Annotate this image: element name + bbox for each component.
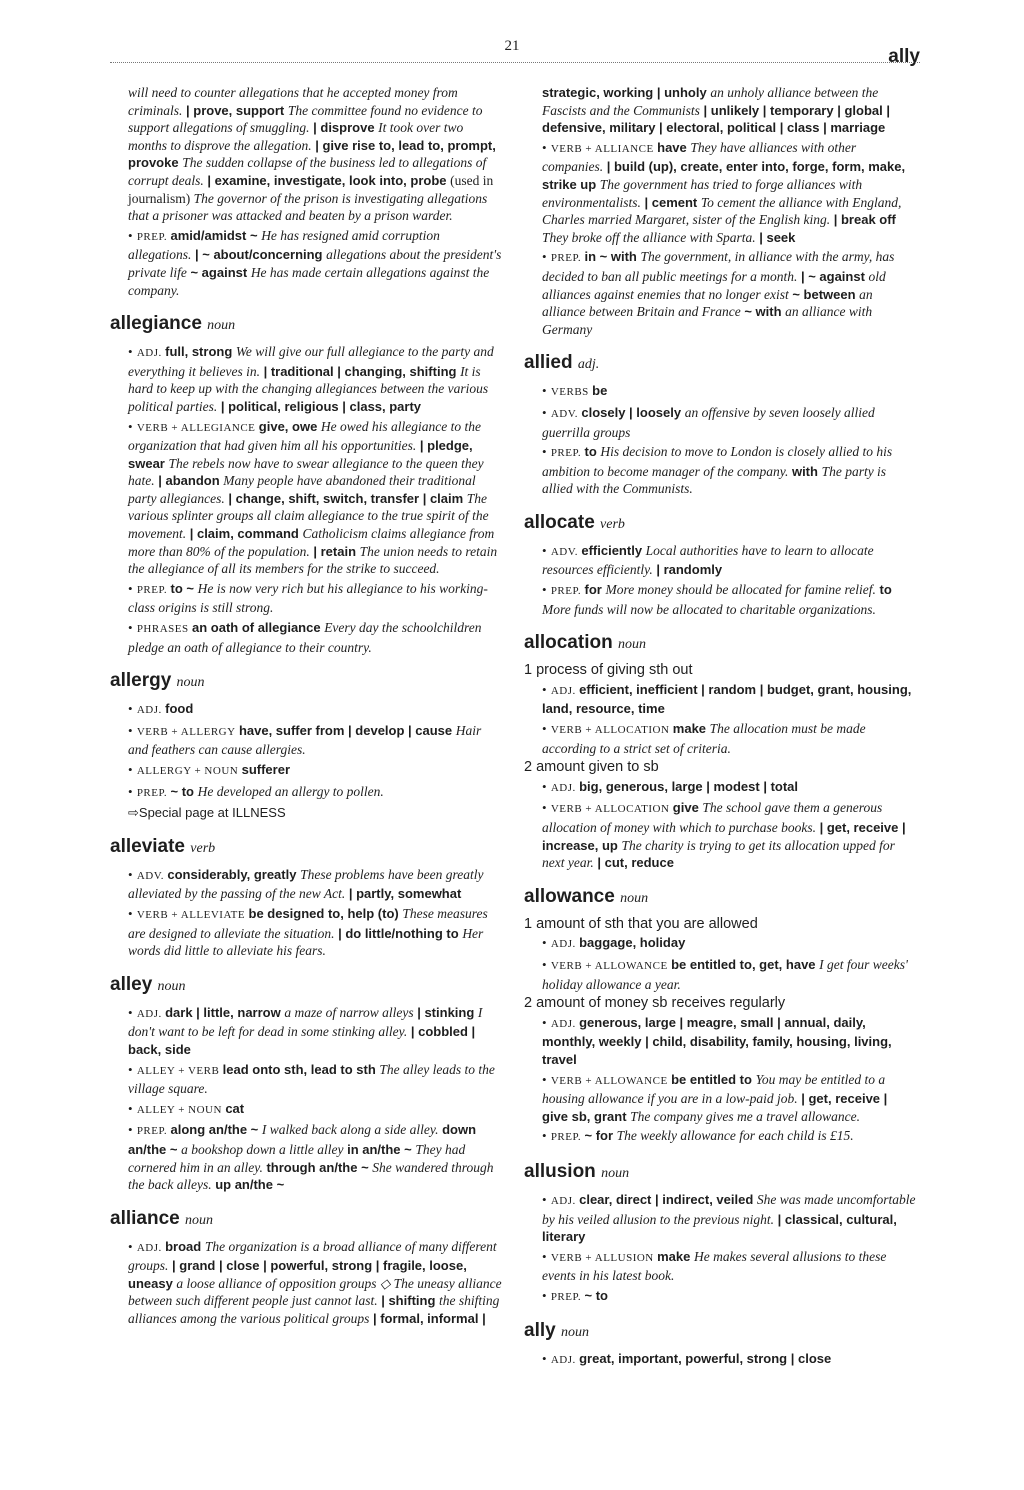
collocation-section	[542, 139, 916, 247]
example-sentence: Her words did little to alleviate his fears.	[128, 925, 484, 959]
headword-text: alliance	[110, 1207, 180, 1229]
example-sentence: The charity is trying to get its allocation upped for next year.	[542, 837, 895, 871]
entry-ally	[524, 1320, 916, 1370]
collocate: big, generous, large | modest | total	[579, 778, 799, 794]
collocation-section	[128, 761, 502, 781]
collocate: sufferer	[241, 762, 291, 777]
example-sentence: His decision to move to London is closely allied to his ambition to become manager of the company.	[542, 444, 893, 479]
collocation-section	[542, 934, 916, 954]
headword-text: allocation	[524, 632, 613, 654]
collocate: | change, shift, switch, transfer | claim	[224, 490, 467, 506]
part-of-speech: adj.	[577, 357, 600, 373]
entry-allowance	[524, 886, 916, 1147]
example-sentence: It took over two months to disprove the allegation.	[128, 120, 464, 153]
grammar-label: • VERB + ALLERGY	[128, 726, 236, 738]
collocation-section	[128, 1061, 502, 1098]
collocate: | give rise to, lead to, prompt, provoke	[128, 137, 496, 171]
collocate: lead onto sth, lead to sth	[222, 1061, 380, 1077]
example-sentence: The allocation must be made according to a strict set of criteria.	[542, 721, 866, 756]
grammar-label: • PREP.	[128, 787, 167, 799]
collocate: ~ to	[584, 1287, 608, 1303]
collocate: strategic, working | unholy	[542, 85, 711, 100]
example-sentence: The committee found no evidence to support allegations of smuggling.	[128, 102, 483, 136]
sense-number: 2	[524, 995, 533, 1012]
collocation-section	[128, 84, 502, 225]
collocation-section	[128, 619, 502, 656]
collocate: make	[672, 721, 710, 737]
collocate: to	[584, 444, 601, 460]
collocate: | get, receive | give sb, grant	[542, 1091, 888, 1124]
collocate: | partly, somewhat	[345, 886, 462, 902]
cross-reference	[128, 804, 502, 822]
example-sentence: She was made uncomfortable by his veiled allusion to the previous night.	[542, 1191, 916, 1227]
part-of-speech: noun	[157, 978, 186, 994]
grammar-label: • VERB + ALLOWANCE	[542, 1075, 668, 1087]
collocate: an oath of allegiance	[191, 620, 325, 636]
page-number: 21	[504, 38, 520, 54]
collocate: | disprove	[309, 120, 379, 136]
collocate: to	[875, 582, 892, 598]
collocate: | break off	[830, 212, 896, 228]
example-sentence: The government has tried to forge alliances with environmentalists.	[542, 176, 863, 210]
guide-word: ally	[888, 46, 920, 67]
example-sentence: The union needs to retain the allegiance of all its members for the strike to succeed.	[128, 543, 498, 577]
collocate: in ~ with	[584, 249, 641, 265]
grammar-label: • VERB + ALLOWANCE	[542, 960, 668, 972]
example-sentence: old alliances against enemies that no longer exist	[542, 268, 886, 302]
example-sentence: The alley leads to the village square.	[128, 1061, 495, 1097]
cross-reference-text: ⇨ Special page at ILLNESS	[128, 805, 286, 820]
headword	[110, 670, 502, 694]
collocate: for	[584, 582, 606, 598]
collocate: up an/the ~	[211, 1177, 285, 1193]
grammar-label: • ADJ.	[128, 347, 162, 359]
collocation-section	[542, 720, 916, 757]
example-sentence: It is hard to keep up with the changing allegiances between the various political parties.	[128, 363, 489, 414]
grammar-label: • ADJ.	[542, 1354, 576, 1366]
collocate: have, suffer from | develop | cause	[238, 722, 456, 738]
collocation-section	[542, 1014, 916, 1069]
collocate: down an/the ~	[128, 1122, 477, 1157]
grammar-label: • PREP.	[128, 584, 167, 596]
usage-note: (used in journalism)	[128, 172, 494, 206]
collocate: food	[165, 701, 194, 717]
example-sentence: The company gives me a travel allowance.	[630, 1108, 860, 1124]
collocate: | get, receive | increase, up	[542, 820, 906, 853]
grammar-label: • ALLEY + NOUN	[128, 1104, 222, 1116]
example-sentence: an alliance with Germany	[542, 304, 873, 337]
headword-text: allergy	[110, 670, 172, 692]
collocation-section	[542, 382, 916, 402]
grammar-label: • ADJ.	[542, 1195, 576, 1207]
grammar-label: • PREP.	[128, 1125, 167, 1137]
entry-alliance	[110, 1208, 502, 1328]
grammar-label: • VERBS	[542, 386, 589, 398]
collocation-section	[128, 1004, 502, 1059]
collocation-section	[542, 1127, 916, 1147]
collocate: | abandon	[154, 473, 224, 489]
grammar-label: • PREP.	[542, 1131, 581, 1143]
headword	[524, 1161, 916, 1185]
grammar-label: • ADJ.	[128, 704, 162, 716]
collocate: ~ with	[740, 304, 786, 320]
entry-alley	[110, 974, 502, 1194]
headword-text: alleviate	[110, 835, 185, 857]
collocate: to ~	[170, 580, 198, 596]
collocation-section	[128, 722, 502, 759]
example-sentence: More funds will now be allocated to charitable organizations.	[542, 601, 876, 617]
collocation-section	[542, 404, 916, 441]
entry-continuation	[524, 84, 916, 338]
entry-allergy	[110, 670, 502, 822]
grammar-label: • VERB + ALLEGIANCE	[128, 422, 255, 434]
part-of-speech: noun	[185, 1212, 213, 1228]
example-sentence: They have alliances with other companies.	[542, 139, 857, 175]
collocate: | retain	[309, 543, 360, 559]
headword	[110, 836, 502, 860]
headword	[110, 313, 502, 337]
example-sentence: a loose alliance of opposition groups ◇ The uneasy alliance between such different people just cannot last.	[128, 1275, 502, 1309]
grammar-label: • PREP.	[128, 231, 167, 243]
example-sentence: a maze of narrow alleys	[284, 1004, 414, 1020]
sense-definition: process of giving sth out	[536, 662, 693, 679]
example-sentence: Local authorities have to learn to allocate resources efficiently.	[542, 542, 874, 578]
collocate: in an/the ~	[343, 1141, 416, 1157]
part-of-speech: noun	[176, 675, 205, 691]
headword	[524, 1320, 916, 1344]
right-column	[524, 84, 916, 1372]
collocate: | grand | close | powerful, strong | fragile, loose, uneasy	[128, 1258, 467, 1291]
entry-continuation	[110, 84, 502, 299]
grammar-label: • ADJ.	[542, 1018, 576, 1030]
sense-heading	[524, 916, 916, 934]
headword-text: allocate	[524, 511, 595, 533]
collocation-section	[542, 799, 916, 871]
example-sentence: Many people have abandoned their traditional party allegiances.	[128, 473, 476, 506]
collocate: | formal, informal |	[369, 1311, 486, 1327]
sense-number: 1	[524, 915, 533, 932]
example-sentence: They broke off the alliance with Sparta.	[542, 229, 756, 245]
part-of-speech: noun	[620, 890, 649, 906]
example-sentence: The school gave them a generous allocation of money with which to purchase books.	[542, 800, 883, 835]
collocation-section	[542, 681, 916, 718]
grammar-label: • ADJ.	[542, 938, 576, 950]
example-sentence: He has made certain allegations against the company.	[128, 264, 490, 298]
example-sentence: These measures are designed to alleviate the situation.	[128, 905, 488, 941]
example-sentence: He developed an allergy to pollen.	[197, 783, 384, 799]
collocate: | cut, reduce	[593, 855, 674, 871]
collocation-section	[128, 866, 502, 903]
example-sentence: The weekly allowance for each child is £15.	[616, 1128, 854, 1144]
collocation-section	[542, 1071, 916, 1126]
header-rule	[110, 62, 920, 63]
grammar-label: • PREP.	[542, 447, 581, 459]
part-of-speech: noun	[560, 1325, 589, 1341]
example-sentence: The party is allied with the Communists.	[542, 463, 887, 497]
collocation-section	[542, 542, 916, 579]
collocate: baggage, holiday	[579, 935, 686, 951]
collocation-section	[128, 580, 502, 617]
collocate: | ~ about/concerning	[191, 247, 327, 263]
collocate: be designed to, help (to)	[248, 905, 403, 921]
collocate: | stinking	[413, 1004, 478, 1020]
collocate: be entitled to	[671, 1071, 756, 1087]
collocate: | claim, command	[186, 526, 303, 542]
collocation-section	[542, 84, 916, 137]
entry-allocation	[524, 632, 916, 872]
collocate: | classical, cultural, literary	[542, 1211, 897, 1245]
example-sentence: He makes several allusions to these events in his latest book.	[542, 1248, 887, 1284]
collocate: efficiently	[581, 542, 646, 558]
part-of-speech: noun	[617, 637, 646, 653]
collocate: ~ against	[186, 264, 251, 280]
collocate: be	[592, 383, 608, 399]
collocation-section	[542, 1191, 916, 1246]
grammar-label: • ADJ.	[542, 782, 576, 794]
sense-block	[524, 995, 916, 1147]
sense-number: 1	[524, 662, 533, 679]
entry-alleviate	[110, 836, 502, 960]
example-sentence: The government, in alliance with the army, has decided to ban all public meetings for a month.	[542, 249, 895, 284]
example-sentence: allegations about the president's private life	[128, 247, 502, 280]
example-sentence: The organization is a broad alliance of many different groups.	[128, 1238, 497, 1274]
example-sentence: will need to counter allegations that he accepted money from criminals.	[128, 85, 458, 118]
example-sentence: The governor of the prison is investigating allegations that a prisoner was attacked and beaten by a prison warder.	[128, 190, 488, 224]
collocation-section	[128, 783, 502, 803]
example-sentence: These problems have been greatly alleviated by the passing of the new Act.	[128, 866, 484, 902]
example-sentence: The sudden collapse of the business led to allegations of corrupt deals.	[128, 155, 487, 188]
example-sentence: She wandered through the back alleys.	[128, 1159, 494, 1193]
collocation-section	[128, 1100, 502, 1120]
headword-text: allusion	[524, 1160, 596, 1182]
collocate: ~ to	[170, 783, 198, 799]
collocation-section	[128, 700, 502, 720]
collocation-section	[542, 1287, 916, 1307]
collocation-section	[542, 1350, 916, 1370]
collocation-section	[128, 1121, 502, 1193]
example-sentence: Hair and feathers can cause allergies.	[128, 722, 482, 758]
collocate: along an/the ~	[170, 1122, 262, 1138]
part-of-speech: verb	[600, 516, 625, 532]
collocation-section	[128, 343, 502, 415]
collocate: make	[657, 1248, 694, 1264]
collocate: ~ for	[584, 1128, 617, 1144]
example-sentence: I walked back along a side alley.	[261, 1122, 439, 1138]
headword	[110, 974, 502, 998]
collocation-section	[542, 778, 916, 798]
example-sentence: the shifting alliances among the various political groups	[128, 1293, 500, 1327]
collocation-section	[542, 248, 916, 338]
grammar-label: • ALLEY + VERB	[128, 1065, 219, 1077]
grammar-label: • PREP.	[542, 1291, 581, 1303]
grammar-label: • ADJ.	[128, 1242, 162, 1254]
collocate: great, important, powerful, strong | close	[579, 1351, 832, 1367]
example-sentence: More money should be allocated for famine relief.	[605, 582, 876, 598]
grammar-label: • VERB + ALLUSION	[542, 1252, 654, 1264]
sense-block	[524, 759, 916, 872]
collocate: | unlikely | temporary | global | defensive, military | electoral, political | class | marriage	[542, 102, 890, 136]
collocate: be entitled to, get, have	[671, 956, 820, 972]
collocate: | ~ against	[797, 268, 869, 284]
collocate: | do little/nothing to	[334, 925, 463, 941]
collocate: | traditional | changing, shifting	[259, 363, 461, 379]
part-of-speech: verb	[190, 840, 216, 856]
grammar-label: • PHRASES	[128, 623, 189, 635]
collocate: | prove, support	[182, 102, 288, 118]
collocate: give, owe	[258, 418, 321, 434]
collocation-section	[542, 1248, 916, 1285]
collocate: have	[657, 139, 691, 155]
headword-text: allegiance	[110, 313, 202, 335]
collocation-section	[128, 227, 502, 299]
grammar-label: • PREP.	[542, 252, 581, 264]
grammar-label: • ADV.	[542, 408, 578, 420]
sense-heading	[524, 662, 916, 680]
grammar-label: • ADJ.	[128, 1008, 162, 1020]
grammar-label: • ADV.	[128, 870, 164, 882]
grammar-label: • ADV.	[542, 546, 578, 558]
sense-definition: amount of sth that you are allowed	[536, 915, 758, 932]
collocate: generous, large | meagre, small | annual, daily, monthly, weekly | child, disability, family, housing, living, travel	[542, 1014, 892, 1067]
grammar-label: • VERB + ALLEVIATE	[128, 909, 245, 921]
entry-allegiance	[110, 313, 502, 656]
collocate: clear, direct | indirect, veiled	[579, 1191, 757, 1207]
grammar-label: • VERB + ALLIANCE	[542, 143, 654, 155]
sense-number: 2	[524, 759, 533, 776]
collocate: closely | loosely	[581, 404, 685, 420]
headword	[110, 1208, 502, 1232]
sense-definition: amount given to sb	[536, 759, 659, 776]
entry-allocate	[524, 512, 916, 618]
sense-heading	[524, 759, 916, 777]
collocation-section	[128, 905, 502, 960]
example-sentence: The rebels now have to swear allegiance to the queen they hate.	[128, 455, 484, 489]
collocate: with	[788, 463, 822, 479]
entry-allusion	[524, 1161, 916, 1307]
example-sentence: To cement the alliance with England, Charles married Margaret, sister of the English king.	[542, 194, 902, 228]
example-sentence: I don't want to be left for dead in some stinking alley.	[128, 1004, 483, 1040]
example-sentence: Every day the schoolchildren pledge an oath of allegiance to their country.	[128, 620, 482, 655]
sense-definition: amount of money sb receives regularly	[536, 995, 786, 1012]
headword-text: allowance	[524, 885, 615, 907]
example-sentence: a bookshop down a little alley	[181, 1141, 344, 1157]
example-sentence: He has resigned amid corruption allegations.	[128, 227, 440, 263]
collocate: efficient, inefficient | random | budget, grant, housing, land, resource, time	[542, 681, 912, 717]
example-sentence: an offensive by seven loosely allied guerrilla groups	[542, 404, 875, 440]
collocation-section	[128, 1238, 502, 1328]
collocate: full, strong	[165, 344, 236, 360]
collocate: broad	[165, 1238, 205, 1254]
collocate: give	[672, 800, 703, 816]
sense-block	[524, 916, 916, 993]
example-sentence: The various splinter groups all claim allegiance to the true spirit of the movement.	[128, 490, 489, 542]
example-sentence: You may be entitled to a housing allowance if you are in a low-paid job.	[542, 1071, 886, 1107]
collocate: cat	[225, 1100, 245, 1116]
collocate: dark | little, narrow	[165, 1004, 285, 1020]
collocate: | seek	[755, 229, 796, 245]
collocate: | build (up), create, enter into, forge, form, make, strike up	[542, 159, 906, 192]
headword-text: alley	[110, 973, 153, 995]
headword	[524, 886, 916, 910]
collocate: | pledge, swear	[128, 438, 473, 471]
example-sentence: I get four weeks' holiday allowance a year.	[542, 956, 908, 992]
example-sentence: He owed his allegiance to the organization that had given him all his opportunities.	[128, 418, 482, 454]
example-sentence: an unholy alliance between the Fascists and the Communists	[542, 85, 879, 118]
headword	[524, 352, 916, 376]
grammar-label: • VERB + ALLOCATION	[542, 803, 669, 815]
collocate: ~ between	[788, 286, 860, 302]
example-sentence: We will give our full allegiance to the party and everything it believes in.	[128, 344, 494, 379]
collocate: amid/amidst ~	[170, 227, 262, 243]
collocate: | randomly	[652, 562, 723, 578]
headword-text: ally	[524, 1320, 556, 1342]
grammar-label: • PREP.	[542, 585, 581, 597]
example-sentence: He is now very rich but his allegiance to his working-class origins is still strong.	[128, 580, 488, 616]
example-sentence: They had cornered him in an alley.	[128, 1141, 466, 1175]
example-sentence: an alliance between Britain and France	[542, 286, 873, 320]
grammar-label: • VERB + ALLOCATION	[542, 724, 669, 736]
headword	[524, 512, 916, 536]
collocate: | cobbled | back, side	[128, 1024, 476, 1057]
sense-block	[524, 662, 916, 757]
left-column	[110, 84, 502, 1330]
collocate: through an/the ~	[262, 1159, 373, 1175]
grammar-label: • ADJ.	[542, 685, 576, 697]
collocation-section	[542, 956, 916, 993]
collocation-section	[542, 443, 916, 498]
sense-heading	[524, 995, 916, 1013]
collocation-section	[542, 581, 916, 618]
grammar-label: • ALLERGY + NOUN	[128, 765, 238, 777]
headword	[524, 632, 916, 656]
example-sentence: Catholicism claims allegiance from more than 80% of the population.	[128, 526, 495, 559]
part-of-speech: noun	[601, 1165, 630, 1181]
entry-allied	[524, 352, 916, 498]
collocation-section	[128, 418, 502, 578]
collocate: | examine, investigate, look into, probe	[203, 172, 451, 188]
collocate: | political, religious | class, party	[217, 398, 422, 414]
collocate: | shifting	[377, 1293, 440, 1309]
headword-text: allied	[524, 352, 573, 374]
collocate: | cement	[640, 194, 701, 210]
collocate: considerably, greatly	[167, 866, 301, 882]
part-of-speech: noun	[207, 318, 236, 334]
